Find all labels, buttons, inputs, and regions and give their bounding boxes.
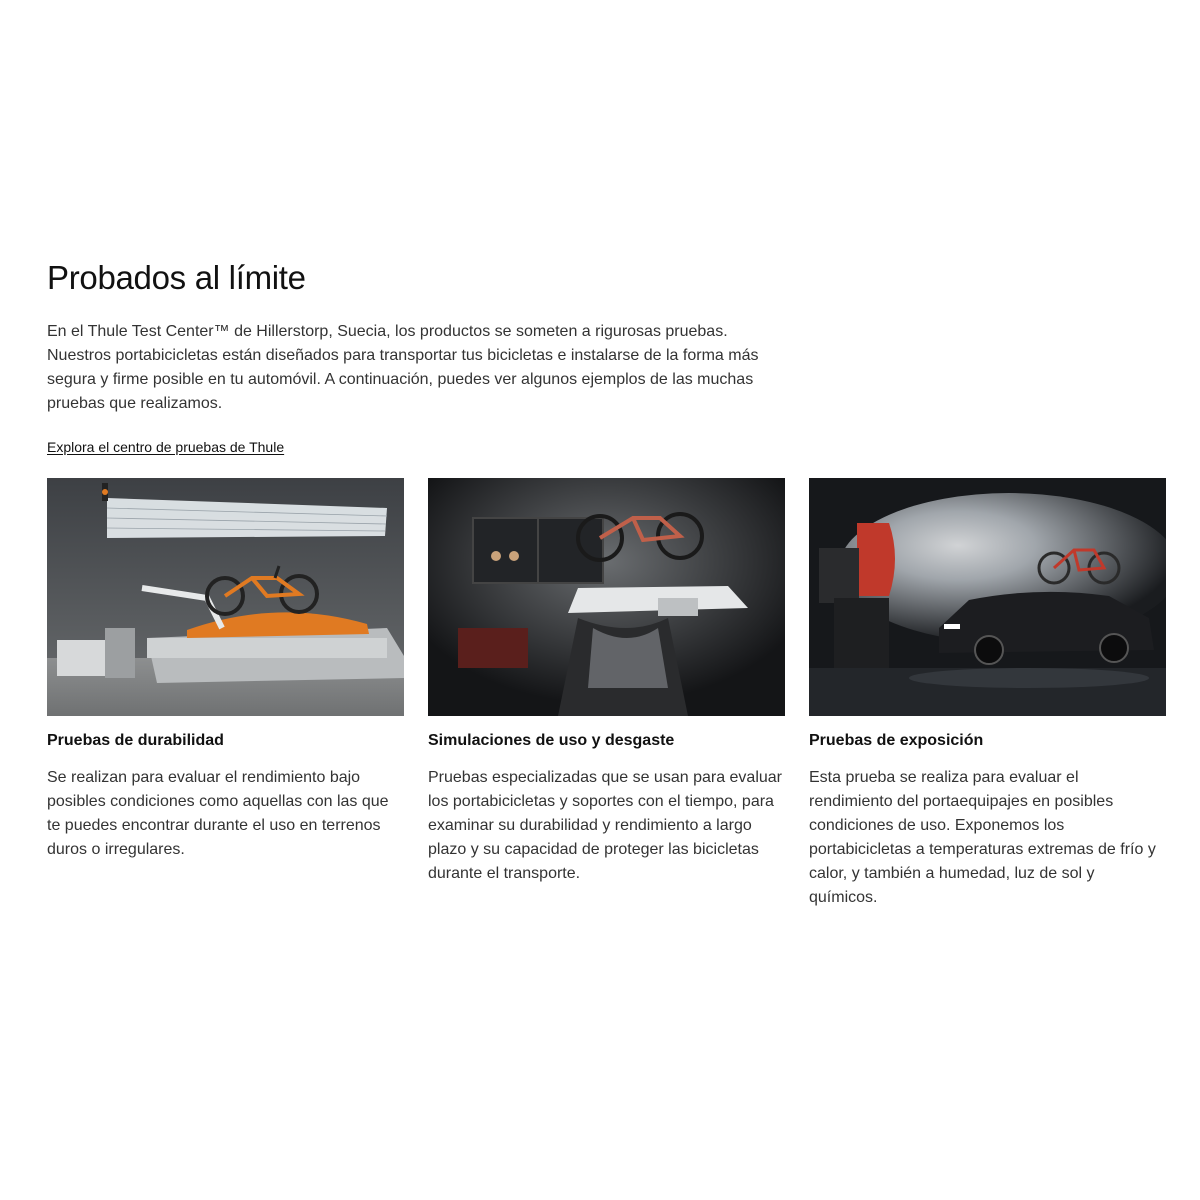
section-intro: En el Thule Test Center™ de Hillerstorp, Suecia, los productos se someten a rigurosas pruebas. Nuestros portabicicletas están diseñados para transportar tus bicicletas e instalarse de la forma más segura y firme posible en tu automóvil. A continuación, puedes ver algunos ejemplos de las muchas pruebas que realizamos. (47, 323, 759, 412)
card-title: Pruebas de durabilidad (47, 732, 224, 749)
test-cards (47, 478, 1166, 910)
wear-simulation-image (428, 478, 785, 716)
card-title: Simulaciones de uso y desgaste (428, 732, 675, 749)
tested-section (47, 258, 1166, 906)
section-title: Probados al límite (47, 259, 306, 296)
card-durability (47, 478, 404, 910)
card-text: Esta prueba se realiza para evaluar el rendimiento del portaequipajes en posibles condiciones de uso. Exponemos los portabicicletas a temperaturas extremas de frío y calor, y también a humedad, luz de sol y químicos. (809, 769, 1156, 906)
durability-test-image (47, 478, 404, 716)
card-wear-simulation (428, 478, 785, 910)
card-text: Pruebas especializadas que se usan para evaluar los portabicicletas y soportes con el tiempo, para examinar su durabilidad y rendimiento a largo plazo y su capacidad de proteger las bicicletas durante el transporte. (428, 769, 783, 882)
card-title: Pruebas de exposición (809, 732, 984, 749)
card-text: Se realizan para evaluar el rendimiento bajo posibles condiciones como aquellas con las que te puedes encontrar durante el uso en terrenos duros o irregulares. (47, 769, 389, 858)
card-exposure (809, 478, 1166, 910)
explore-test-center-link[interactable]: Explora el centro de pruebas de Thule (47, 439, 285, 455)
exposure-test-image (809, 478, 1166, 716)
